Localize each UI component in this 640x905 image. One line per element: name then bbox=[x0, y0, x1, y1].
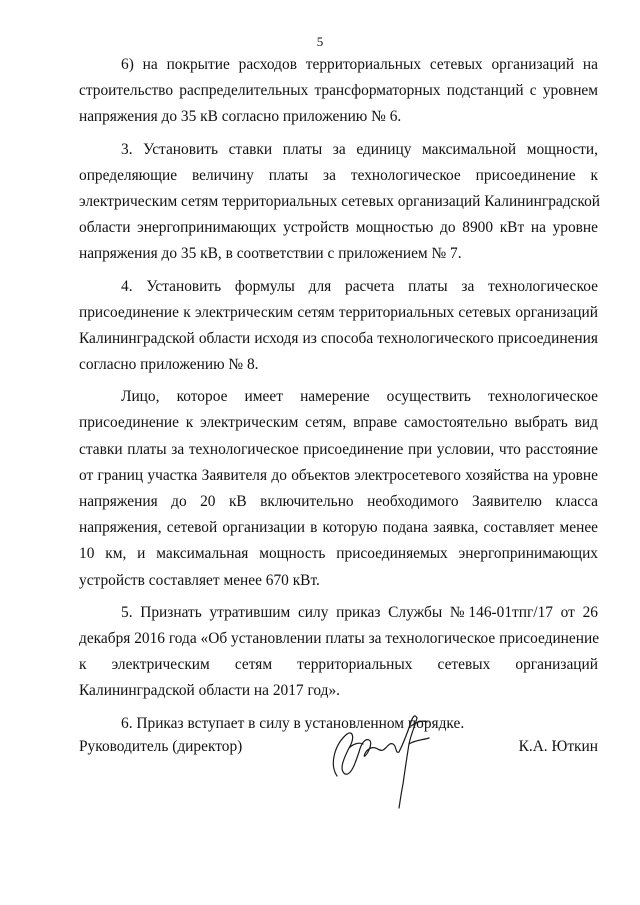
text-line: присоединение к электрическим сетям территориальных сетевых организаций bbox=[79, 303, 598, 321]
text-line: присоединение к электрическим сетям, вправе самостоятельно выбрать вид bbox=[79, 414, 598, 432]
paragraph-item-3 bbox=[79, 137, 601, 268]
text-line: Калининградской области на 2017 год». bbox=[79, 682, 341, 700]
paragraph-item-5 bbox=[79, 600, 598, 705]
text-line: ставки платы за технологическое присоединение при условии, что расстояние bbox=[79, 440, 598, 458]
text-line: согласно приложению № 8. bbox=[79, 356, 259, 374]
signature-block bbox=[79, 732, 598, 832]
text-line: строительство распределительных трансформаторных подстанций с уровнем bbox=[79, 82, 598, 100]
text-line: устройств составляет менее 670 кВт. bbox=[79, 571, 320, 589]
text-line: напряжения до 35 кВ согласно приложению № 6. bbox=[79, 108, 402, 126]
text-line: декабря 2016 года «Об установлении платы за технологическое присоединение bbox=[79, 629, 600, 647]
text-line: 6. Приказ вступает в силу в установленном порядке. bbox=[121, 714, 465, 732]
text-line: Лицо, которое имеет намерение осуществить технологическое bbox=[121, 388, 598, 406]
text-line: напряжения до 20 кВ включительно необходимого Заявителю класса bbox=[79, 493, 598, 510]
document-body bbox=[79, 52, 601, 737]
text-line: 5. Признать утратившим силу приказ Службы №146-01тпг/17 от 26 bbox=[121, 603, 598, 621]
text-line: от границ участка Заявителя до объектов электросетевого хозяйства на уровне bbox=[79, 466, 598, 484]
text-line: напряжения до 35 кВ, в соответствии с приложением № 7. bbox=[79, 245, 462, 263]
text-line: определяющие величину платы за технологическое присоединение к bbox=[79, 166, 598, 184]
text-line: 10 км, и максимальная мощность присоединяемых энергопринимающих bbox=[79, 545, 598, 563]
text-line: 4. Установить формулы для расчета платы за технологическое bbox=[121, 277, 598, 295]
paragraph-item-6-subpoint bbox=[79, 52, 598, 131]
paragraph-item-4 bbox=[79, 274, 598, 379]
text-line: напряжения, сетевой организации в которую подана заявка, составляет менее bbox=[79, 519, 598, 537]
text-line: к электрическим сетям территориальных сетевых организаций bbox=[79, 656, 598, 674]
text-line: электрическим сетям территориальных сетевых организаций Калининградской bbox=[79, 192, 601, 210]
text-line: 3. Установить ставки платы за единицу максимальной мощности, bbox=[121, 140, 598, 158]
handwritten-signature bbox=[319, 704, 449, 814]
text-line: области энергопринимающих устройств мощностью до 8900 кВт на уровне bbox=[79, 219, 598, 237]
page-number: 5 bbox=[316, 34, 324, 49]
signatory-name: К.А. Юткин bbox=[518, 738, 598, 755]
signatory-position: Руководитель (директор) bbox=[79, 738, 243, 755]
text-line: Калининградской области исходя из способа технологического присоединения bbox=[79, 329, 598, 347]
text-line: 6) на покрытие расходов территориальных сетевых организаций на bbox=[121, 56, 598, 73]
paragraph-applicant-choice bbox=[79, 384, 598, 594]
